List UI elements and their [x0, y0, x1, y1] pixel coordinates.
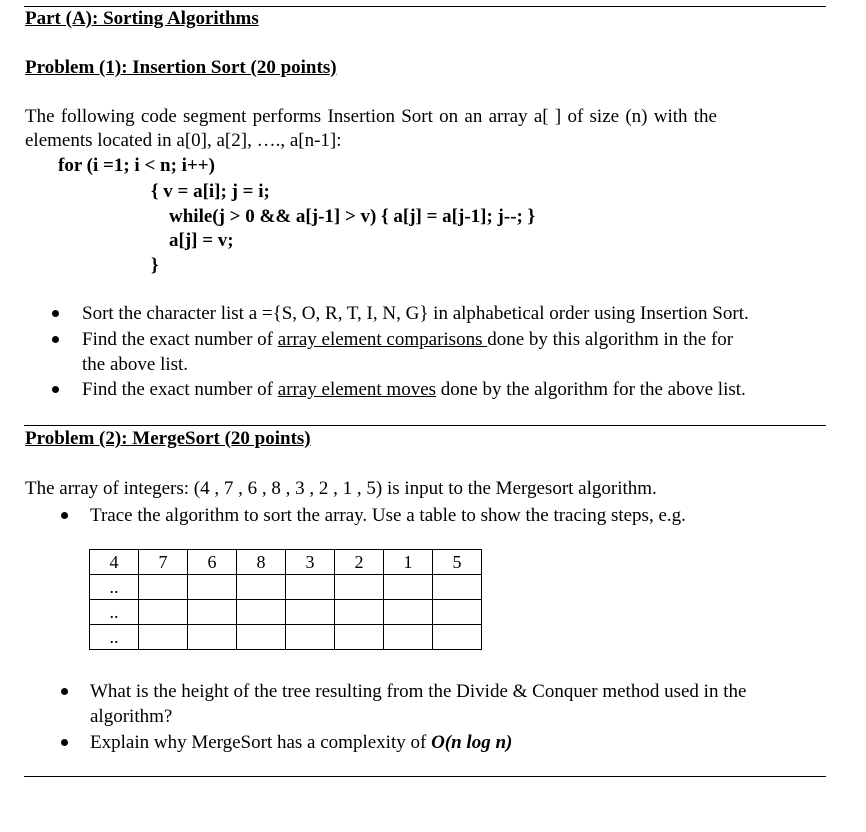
- bullet-dot: [61, 688, 68, 695]
- bullet-comparisons-pre: Find the exact number of: [82, 329, 278, 350]
- complexity-term: O(n log n): [431, 732, 513, 753]
- code-line-open: { v = a[i]; j = i;: [151, 181, 270, 202]
- bullet-complexity: [90, 730, 512, 755]
- table-cell: [286, 575, 335, 600]
- bullet-dot: [61, 512, 68, 519]
- table-cell: [286, 600, 335, 625]
- bullet-dot: [52, 310, 59, 317]
- table-cell: 2: [335, 550, 384, 575]
- table-cell: [237, 625, 286, 650]
- table-cell: [433, 600, 482, 625]
- table-row: [90, 625, 482, 650]
- top-rule: [24, 6, 826, 7]
- table-cell: [139, 625, 188, 650]
- bullet-moves: [82, 377, 746, 402]
- table-cell: [335, 600, 384, 625]
- table-cell: ..: [90, 575, 139, 600]
- bullet-dot: [52, 386, 59, 393]
- bullet-dot: [52, 336, 59, 343]
- table-cell: [433, 575, 482, 600]
- table-cell: 8: [237, 550, 286, 575]
- problem1-title: Problem (1): Insertion Sort (20 points): [25, 57, 337, 78]
- bullet-moves-post: done by the algorithm for the above list.: [436, 379, 746, 400]
- table-cell: 4: [90, 550, 139, 575]
- bullet-complexity-pre: Explain why MergeSort has a complexity of: [90, 732, 432, 753]
- table-cell: 3: [286, 550, 335, 575]
- table-cell: [139, 575, 188, 600]
- table-cell: [188, 600, 237, 625]
- table-row: [90, 600, 482, 625]
- bullet-tree-height: What is the height of the tree resulting from the Divide & Conquer method used in the: [90, 681, 747, 702]
- table-cell: [237, 575, 286, 600]
- code-line-close: }: [151, 255, 159, 276]
- table-cell: [433, 625, 482, 650]
- bullet-tree-height-line2: algorithm?: [90, 706, 173, 727]
- part-title: Part (A): Sorting Algorithms: [25, 8, 259, 29]
- table-cell: [188, 625, 237, 650]
- table-cell: 1: [384, 550, 433, 575]
- bullet-comparisons: [82, 327, 733, 352]
- table-cell: [286, 625, 335, 650]
- table-cell: [188, 575, 237, 600]
- table-cell: 6: [188, 550, 237, 575]
- table-cell: ..: [90, 600, 139, 625]
- table-row: [90, 575, 482, 600]
- code-line-assign: a[j] = v;: [169, 230, 234, 251]
- table-cell: 5: [433, 550, 482, 575]
- bottom-rule: [24, 776, 826, 777]
- table-cell: [139, 600, 188, 625]
- section-rule: [24, 425, 826, 426]
- trace-table: [89, 549, 482, 650]
- table-cell: [237, 600, 286, 625]
- bullet-sort-characters: Sort the character list a ={S, O, R, T, I, N, G} in alphabetical order using Insertion Sort.: [82, 303, 749, 324]
- table-cell: 7: [139, 550, 188, 575]
- bullet-comparisons-line2: the above list.: [82, 354, 189, 375]
- bullet-moves-underlined: array element moves: [277, 379, 437, 400]
- bullet-trace: Trace the algorithm to sort the array. Use a table to show the tracing steps, e.g.: [90, 505, 686, 526]
- bullet-dot: [61, 739, 68, 746]
- bullet-moves-pre: Find the exact number of: [82, 379, 278, 400]
- problem2-title: Problem (2): MergeSort (20 points): [25, 428, 311, 449]
- table-cell: ..: [90, 625, 139, 650]
- bullet-comparisons-underlined: array element comparisons: [277, 329, 488, 350]
- problem1-intro-line2: elements located in a[0], a[2], …., a[n-1]:: [25, 130, 342, 151]
- table-cell: [384, 625, 433, 650]
- table-cell: [335, 625, 384, 650]
- table-cell: [335, 575, 384, 600]
- code-line-while: while(j > 0 && a[j-1] > v) { a[j] = a[j-1]; j--; }: [169, 206, 536, 227]
- bullet-comparisons-post: done by this algorithm in the for: [487, 329, 734, 350]
- table-cell: [384, 600, 433, 625]
- problem2-intro: The array of integers: (4 , 7 , 6 , 8 , 3 , 2 , 1 , 5) is input to the Mergesort algorithm.: [25, 478, 657, 499]
- table-cell: [384, 575, 433, 600]
- problem1-intro-line1: The following code segment performs Insertion Sort on an array a[ ] of size (n) with the: [25, 106, 717, 127]
- code-line-for: for (i =1; i < n; i++): [58, 155, 215, 176]
- table-row: [90, 550, 482, 575]
